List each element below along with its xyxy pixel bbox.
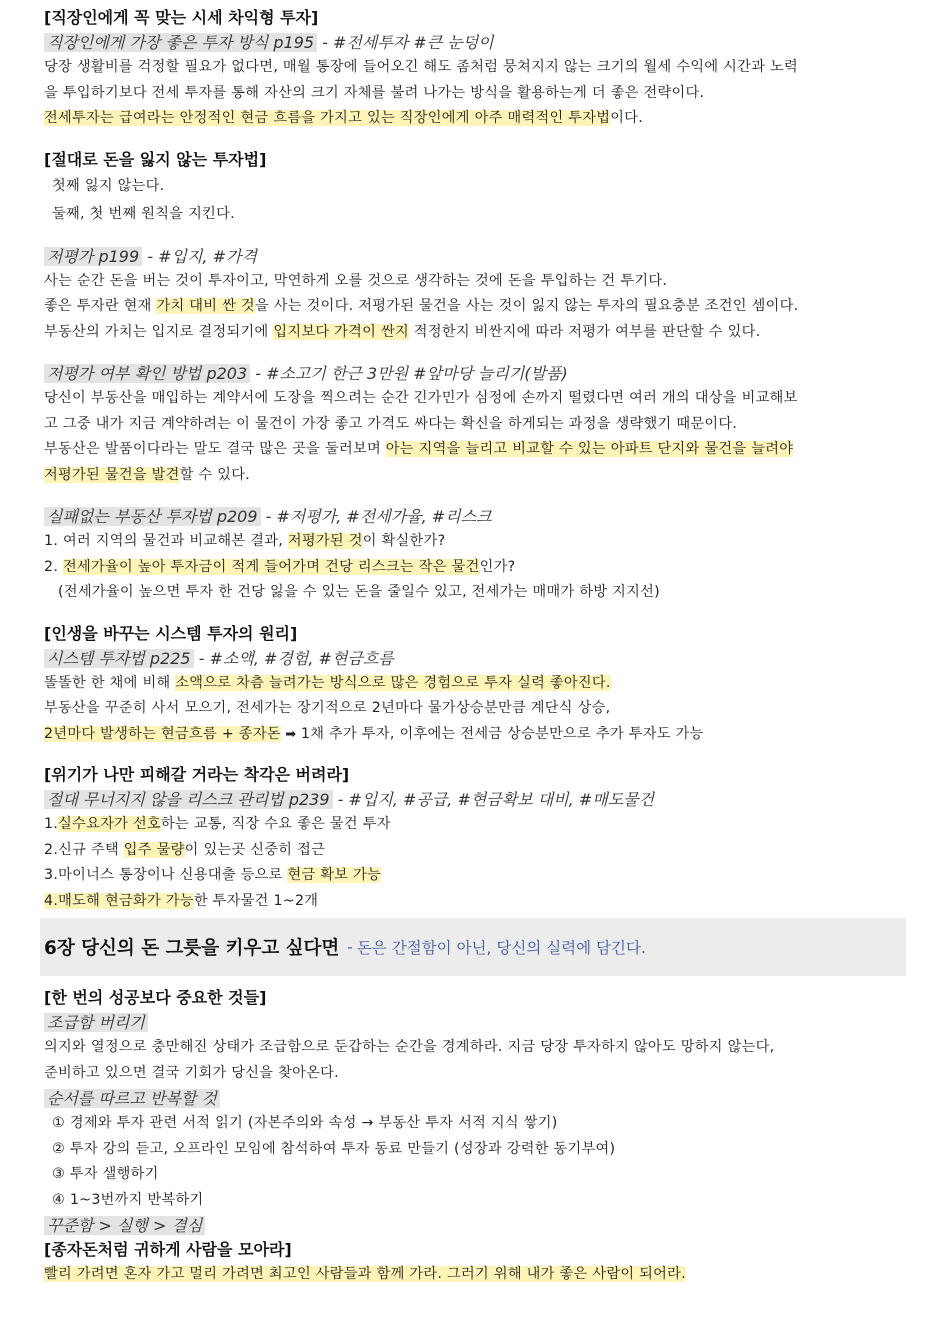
paragraph: 을 투입하기보다 전세 투자를 통해 자산의 크기 자체를 불려 나가는 방식을 활용하는게 더 좋은 전략이다.: [44, 84, 705, 101]
highlight: 실수요자가 선호: [58, 816, 161, 832]
text: 1. 여러 지역의 물건과 비교해본 결과,: [44, 533, 288, 549]
reference-line: [44, 504, 902, 529]
highlight: 입주 물량: [123, 841, 185, 858]
paragraph: [44, 320, 902, 346]
text: 2.신규 주택: [44, 841, 124, 858]
reference-title: 순서를 따르고 반복할 것: [44, 1089, 220, 1108]
paragraph: [44, 106, 902, 132]
reference-title: 절대 무너지지 않을 리스크 관리법 p239: [44, 790, 333, 809]
chapter-subtitle: 돈은 간절함이 아닌, 당신의 실력에 담긴다.: [356, 939, 646, 957]
list-item: 첫째 잃지 않는다.: [52, 177, 165, 194]
reference-tags: - #입지, #공급, #현금확보 대비, #매도물건: [332, 790, 655, 809]
text: 이 있는곳 신중히 접근: [184, 841, 326, 858]
chapter-banner: [40, 918, 906, 976]
text: 하는 교통, 직장 수요 좋은 물건 투자: [161, 816, 391, 832]
reference-line: [44, 1213, 902, 1238]
reference-title: 꾸준함 > 실행 > 결심: [44, 1216, 205, 1235]
text: 1채 추가 투자, 이후에는 전세금 상승분만으로 추가 투자도 가능: [300, 725, 704, 742]
reference-title: 실패없는 부동산 투자법 p209: [44, 507, 261, 526]
paragraph: 의지와 열정으로 충만해진 상태가 조급함으로 둔갑하는 순간을 경계하라. 지금 당장 투자하지 않아도 망하지 않는다,: [44, 1039, 775, 1055]
reference-title: 저평가 여부 확인 방법 p203: [44, 364, 250, 383]
highlight: 가치 대비 싼 것: [156, 298, 255, 314]
reference-line: [44, 1010, 902, 1035]
reference-tags: - #저평가, #전세가율, #리스크: [260, 507, 492, 526]
reference-tags: - #입지, #가격: [142, 246, 257, 266]
highlight: 4.매도해 현금화가 가능: [44, 892, 194, 909]
list-item: [44, 555, 902, 581]
paragraph: 고 그중 내가 지금 계약하려는 이 물건이 가장 좋고 가격도 싸다는 확신을 하게되는 과정을 생략했기 때문이다.: [44, 415, 738, 432]
text: 할 수 있다.: [179, 466, 251, 483]
paragraph: [44, 294, 902, 320]
reference-line: [44, 361, 902, 386]
section-heading: [직장인에게 꼭 맞는 시세 차익형 투자]: [44, 8, 319, 27]
list-item: [44, 529, 902, 555]
reference-title: 조급함 버리기: [44, 1013, 148, 1032]
text: 똘똘한 한 채에 비해: [44, 674, 176, 691]
list-item: [44, 863, 902, 889]
chapter-title: 6장 당신의 돈 그릇을 키우고 싶다면: [44, 938, 340, 959]
highlight: 현금 확보 가능: [287, 867, 382, 883]
reference-line: [44, 787, 902, 812]
paragraph: [44, 437, 902, 463]
text: 부동산의 가치는 입지로 결정되기에: [44, 323, 274, 340]
paragraph: 당신이 부동산을 매입하는 계약서에 도장을 찍으려는 순간 긴가민가 심정에 손까지 떨렸다면 여러 개의 대상을 비교해보: [44, 390, 798, 406]
reference-tags: - #소액, #경험, #현금흐름: [193, 648, 394, 668]
list-item: ① 경제와 투자 관련 서적 읽기 (자본주의와 속성 → 부동산 투자 서적 지식 쌓기): [52, 1115, 558, 1131]
list-item: 둘째, 첫 번째 원칙을 지킨다.: [52, 205, 235, 222]
right-arrow-icon: ➡: [280, 726, 301, 742]
section-heading: [위기가 나만 피해갈 거라는 착각은 버려라]: [44, 765, 350, 784]
highlight: 아는 지역을 늘리고 비교할 수 있는 아파트 단지와 물건을 늘려야: [385, 441, 794, 457]
chapter-dash: -: [347, 938, 353, 956]
text: 인가?: [479, 558, 516, 575]
list-item: ③ 투자 샐행하기: [52, 1166, 159, 1182]
reference-line: [44, 244, 902, 269]
text: 3.마이너스 통장이나 신용대출 등으로: [44, 867, 288, 883]
text: 이다.: [610, 110, 644, 126]
text: 2.: [44, 558, 63, 575]
section-heading: [한 번의 성공보다 중요한 것들]: [44, 988, 267, 1007]
reference-line: [44, 646, 902, 671]
highlight: 2년마다 발생하는 현금흐름 + 종자돈: [44, 725, 281, 742]
reference-title: 직장인에게 가장 좋은 투자 방식 p195: [44, 33, 317, 52]
paragraph: [44, 1262, 902, 1288]
text: 이 확실한가?: [362, 533, 446, 549]
list-item: [44, 838, 902, 864]
list-item: ② 투자 강의 듣고, 오프라인 모임에 참석하여 투자 동료 만들기 (성장과 강력한 동기부여): [52, 1140, 616, 1157]
list-item: [44, 889, 902, 915]
paragraph: 사는 순간 돈을 버는 것이 투자이고, 막연하게 오를 것으로 생각하는 것에 돈을 투입하는 건 투기다.: [44, 272, 668, 289]
reference-title: 저평가 p199: [44, 247, 142, 266]
highlight: 전세투자는 급여라는 안정적인 현금 흐름을 가지고 있는 직장인에게 아주 매력적인 투자법: [44, 110, 611, 126]
text: 적정한지 비싼지에 따라 저평가 여부를 판단할 수 있다.: [409, 323, 761, 340]
section-heading: [인생을 바꾸는 시스템 투자의 원리]: [44, 623, 298, 643]
reference-tags: - #전세투자 #큰 눈덩이: [317, 33, 494, 52]
reference-title: 시스템 투자법 p225: [44, 649, 194, 668]
reference-line: [44, 30, 902, 55]
section-heading: [종자돈처럼 귀하게 사람을 모아라]: [44, 1240, 292, 1259]
highlight: 전세가율이 높아 투자금이 적게 들어가며 건당 리스크는 작은 물건: [62, 558, 480, 575]
text: 한 투자물건 1~2개: [193, 892, 319, 909]
list-item: [44, 812, 902, 838]
paragraph: 부동산을 꾸준히 사서 모으기, 전세가는 장기적으로 2년마다 물가상승분만큼 계단식 상승,: [44, 700, 611, 716]
paragraph: 당장 생활비를 걱정할 필요가 없다면, 매월 통장에 들어오긴 해도 좀처럼 뭉쳐지지 않는 크기의 월세 수익에 시간과 노력: [44, 59, 799, 75]
text: 을 사는 것이다. 저평가된 물건을 사는 것이 잃지 않는 투자의 필요충분 조건인 셈이다.: [254, 298, 799, 314]
highlight: 빨리 가려면 혼자 가고 멀리 가려면 최고인 사람들과 함께 가라. 그러기 위해 내가 좋은 사람이 되어라.: [44, 1266, 686, 1282]
text: 좋은 투자란 현재: [44, 298, 157, 314]
text: 부동산은 발품이다라는 말도 결국 많은 곳을 둘러보며: [44, 441, 386, 457]
paragraph: [44, 671, 902, 697]
paragraph: [44, 463, 902, 489]
paragraph: 준비하고 있으면 결국 기회가 당신을 찾아온다.: [44, 1064, 339, 1081]
text: 1.: [44, 816, 59, 832]
reference-tags: - #소고기 한근 3만원 #앞마당 늘리기(발품): [250, 364, 568, 383]
highlight: 소액으로 차츰 늘려가는 방식으로 많은 경험으로 투자 실력 좋아진다.: [175, 674, 611, 691]
list-item: ④ 1~3번까지 반복하기: [52, 1191, 204, 1208]
note: (전세가율이 높으면 투자 한 건당 잃을 수 있는 돈을 줄일수 있고, 전세가는 매매가 하방 지지선): [58, 584, 661, 600]
section-heading: [절대로 돈을 잃지 않는 투자법]: [44, 149, 267, 169]
reference-line: [44, 1086, 902, 1111]
paragraph: [44, 722, 902, 748]
highlight: 입지보다 가격이 싼지: [273, 323, 409, 340]
document-page: [44, 6, 902, 1288]
highlight: 저평가된 물건을 발견: [44, 466, 180, 483]
highlight: 저평가된 것: [287, 533, 363, 549]
